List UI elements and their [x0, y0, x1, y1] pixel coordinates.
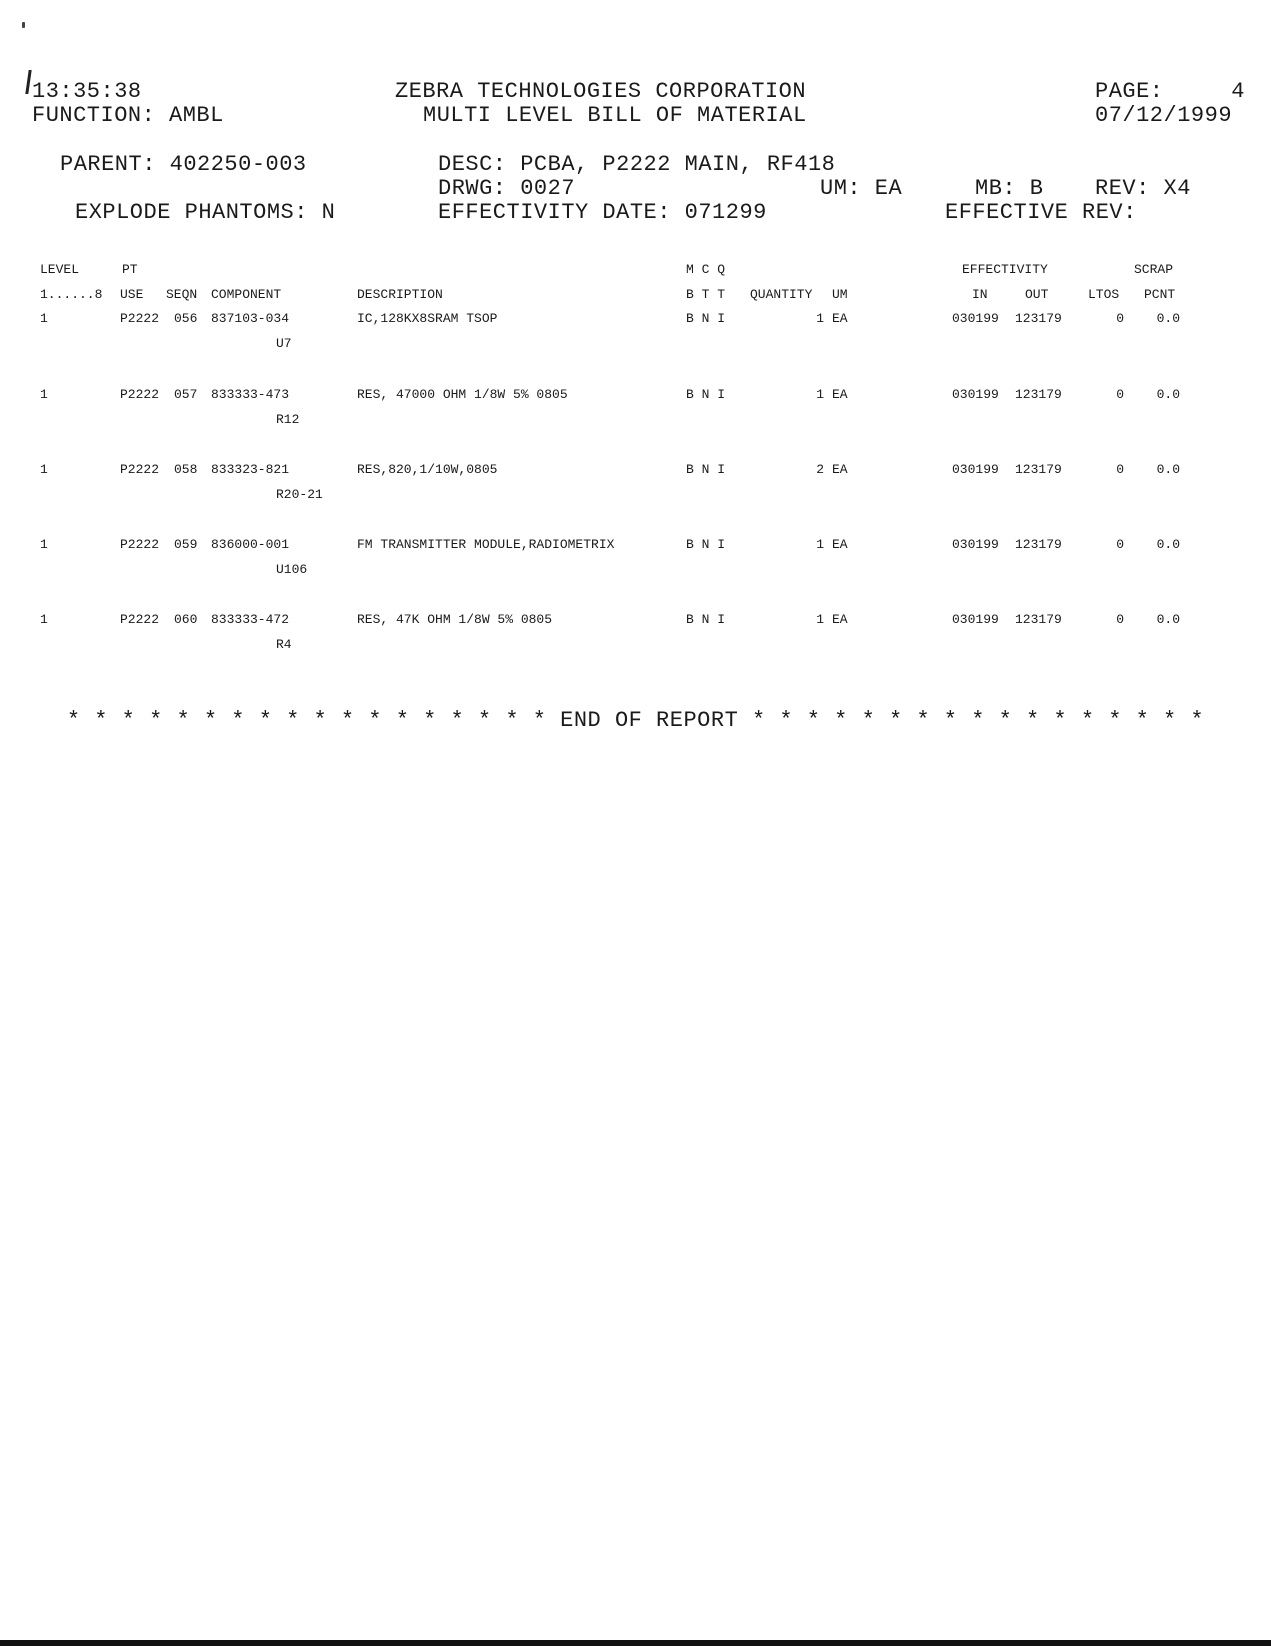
- row-use: P2222: [120, 537, 160, 552]
- row-mcq: B N I: [686, 387, 726, 402]
- row-mcq: B N I: [686, 462, 726, 477]
- row-component: 833323-821: [211, 462, 290, 477]
- parent-description: DESC: PCBA, P2222 MAIN, RF418: [438, 152, 836, 177]
- row-reference-designator: U106: [276, 562, 308, 577]
- row-um: EA: [832, 612, 848, 627]
- col-header-out: OUT: [1025, 287, 1049, 302]
- row-eff-in: 030199: [952, 311, 999, 326]
- row-quantity: 1: [816, 537, 824, 552]
- row-level: 1: [40, 612, 48, 627]
- row-component: 833333-473: [211, 387, 290, 402]
- row-use: P2222: [120, 387, 160, 402]
- col-header-use: USE: [120, 287, 144, 302]
- row-use: P2222: [120, 462, 160, 477]
- col-header-levels: 1......8: [40, 287, 103, 302]
- row-eff-in: 030199: [952, 462, 999, 477]
- report-title: MULTI LEVEL BILL OF MATERIAL: [423, 103, 807, 128]
- row-um: EA: [832, 537, 848, 552]
- page-label: PAGE:: [1095, 79, 1164, 104]
- unit-of-measure: UM: EA: [820, 176, 903, 201]
- row-reference-designator: U7: [276, 336, 292, 351]
- row-description: FM TRANSMITTER MODULE,RADIOMETRIX: [357, 537, 615, 552]
- page-number: 4: [1231, 79, 1245, 104]
- row-description: RES, 47K OHM 1/8W 5% 0805: [357, 612, 553, 627]
- row-level: 1: [40, 387, 48, 402]
- row-mcq: B N I: [686, 311, 726, 326]
- scan-speck: [22, 22, 25, 28]
- row-level: 1: [40, 537, 48, 552]
- row-seqn: 058: [174, 462, 198, 477]
- table-row: [0, 612, 1271, 672]
- end-of-report: * * * * * * * * * * * * * * * * * * END OF REPORT * * * * * * * * * * * * * * * * *: [66, 708, 1205, 733]
- row-use: P2222: [120, 311, 160, 326]
- row-ltos: 0: [1116, 311, 1124, 326]
- row-eff-in: 030199: [952, 612, 999, 627]
- report-date: 07/12/1999: [1095, 103, 1233, 128]
- row-reference-designator: R12: [276, 412, 300, 427]
- company-name: ZEBRA TECHNOLOGIES CORPORATION: [395, 79, 807, 104]
- pen-mark: [25, 70, 31, 94]
- table-row: [0, 387, 1271, 447]
- row-ltos: 0: [1116, 537, 1124, 552]
- effectivity-date: EFFECTIVITY DATE: 071299: [438, 200, 767, 225]
- row-pcnt: 0.0: [1156, 387, 1180, 402]
- row-pcnt: 0.0: [1156, 612, 1180, 627]
- report-time: 13:35:38: [32, 79, 142, 104]
- row-mcq: B N I: [686, 612, 726, 627]
- row-ltos: 0: [1116, 462, 1124, 477]
- row-pcnt: 0.0: [1156, 537, 1180, 552]
- explode-phantoms: EXPLODE PHANTOMS: N: [75, 200, 336, 225]
- col-header-ltos: LTOS: [1088, 287, 1120, 302]
- row-eff-out: 123179: [1015, 462, 1062, 477]
- table-row: [0, 462, 1271, 522]
- row-level: 1: [40, 311, 48, 326]
- row-pcnt: 0.0: [1156, 462, 1180, 477]
- row-use: P2222: [120, 612, 160, 627]
- col-header-effectivity: EFFECTIVITY: [962, 262, 1048, 277]
- col-header-pt: PT: [122, 262, 138, 277]
- row-eff-in: 030199: [952, 537, 999, 552]
- row-eff-out: 123179: [1015, 537, 1062, 552]
- row-description: RES,820,1/10W,0805: [357, 462, 498, 477]
- row-eff-out: 123179: [1015, 612, 1062, 627]
- row-reference-designator: R20-21: [276, 487, 323, 502]
- col-header-seqn: SEQN: [166, 287, 198, 302]
- row-quantity: 1: [816, 387, 824, 402]
- col-header-pcnt: PCNT: [1144, 287, 1176, 302]
- row-level: 1: [40, 462, 48, 477]
- col-header-btt: B T T: [686, 287, 726, 302]
- row-eff-out: 123179: [1015, 387, 1062, 402]
- parent-number: PARENT: 402250-003: [60, 152, 307, 177]
- col-header-level: LEVEL: [40, 262, 80, 277]
- row-pcnt: 0.0: [1156, 311, 1180, 326]
- make-buy: MB: B: [975, 176, 1044, 201]
- row-um: EA: [832, 387, 848, 402]
- row-quantity: 1: [816, 612, 824, 627]
- col-header-scrap: SCRAP: [1134, 262, 1174, 277]
- row-um: EA: [832, 311, 848, 326]
- col-header-description: DESCRIPTION: [357, 287, 443, 302]
- col-header-mcq: M C Q: [686, 262, 726, 277]
- row-ltos: 0: [1116, 387, 1124, 402]
- row-mcq: B N I: [686, 537, 726, 552]
- drawing-number: DRWG: 0027: [438, 176, 576, 201]
- row-description: IC,128KX8SRAM TSOP: [357, 311, 498, 326]
- scan-edge: [0, 1640, 1271, 1646]
- row-ltos: 0: [1116, 612, 1124, 627]
- row-component: 833333-472: [211, 612, 290, 627]
- row-eff-in: 030199: [952, 387, 999, 402]
- col-header-component: COMPONENT: [211, 287, 282, 302]
- row-seqn: 059: [174, 537, 198, 552]
- col-header-in: IN: [972, 287, 988, 302]
- row-eff-out: 123179: [1015, 311, 1062, 326]
- table-row: [0, 537, 1271, 597]
- row-quantity: 2: [816, 462, 824, 477]
- table-row: [0, 311, 1271, 371]
- revision: REV: X4: [1095, 176, 1191, 201]
- effective-rev: EFFECTIVE REV:: [945, 200, 1137, 225]
- row-reference-designator: R4: [276, 637, 292, 652]
- col-header-quantity: QUANTITY: [750, 287, 813, 302]
- row-seqn: 060: [174, 612, 198, 627]
- row-component: 837103-034: [211, 311, 290, 326]
- row-quantity: 1: [816, 311, 824, 326]
- report-function: FUNCTION: AMBL: [32, 103, 224, 128]
- row-description: RES, 47000 OHM 1/8W 5% 0805: [357, 387, 568, 402]
- row-um: EA: [832, 462, 848, 477]
- row-seqn: 056: [174, 311, 198, 326]
- row-component: 836000-001: [211, 537, 290, 552]
- col-header-um: UM: [832, 287, 848, 302]
- row-seqn: 057: [174, 387, 198, 402]
